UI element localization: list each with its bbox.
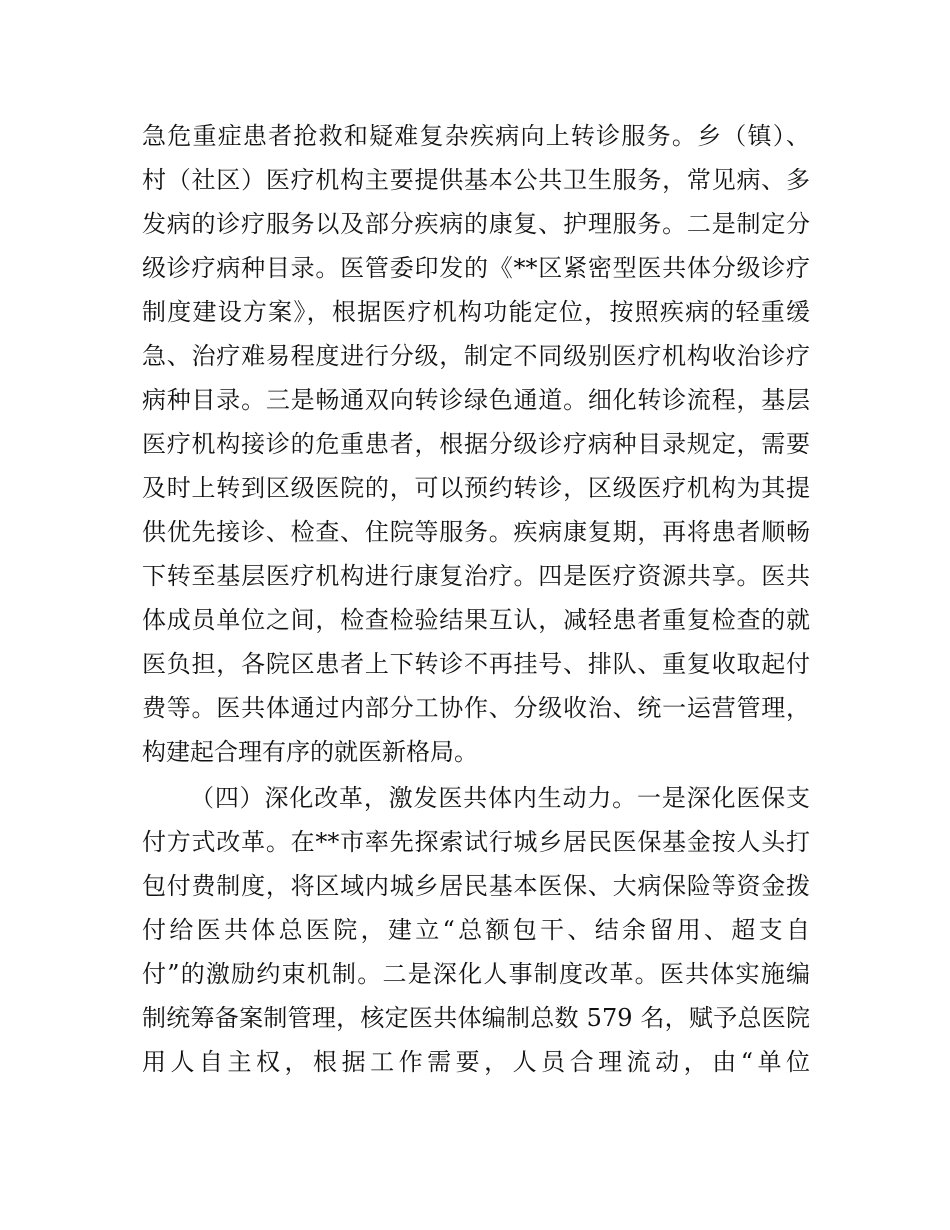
paragraph-line: 费等。医共体通过内部分工协作、分级收治、统一运营管理， (142, 694, 810, 722)
paragraph-line: 制度建设方案》，根据医疗机构功能定位，按照疾病的轻重缓 (142, 298, 810, 326)
paragraph-line: 医疗机构接诊的危重患者，根据分级诊疗病种目录规定，需要 (142, 430, 810, 458)
paragraph-line: 制统筹备案制管理，核定医共体编制总数 579 名，赋予总医院 (142, 1004, 810, 1032)
paragraph-line: 用人自主权，根据工作需要，人员合理流动，由“单位 (142, 1048, 810, 1076)
paragraph-line: 急危重症患者抢救和疑难复杂疾病向上转诊服务。乡（镇）、 (142, 122, 810, 150)
paragraph-line: 急、治疗难易程度进行分级，制定不同级别医疗机构收治诊疗 (142, 342, 810, 370)
paragraph-line: 付”的激励约束机制。二是深化人事制度改革。医共体实施编 (142, 960, 810, 988)
paragraph-line: 构建起合理有序的就医新格局。 (142, 738, 478, 766)
paragraph-line: 级诊疗病种目录。医管委印发的《**区紧密型医共体分级诊疗 (142, 254, 810, 282)
paragraph-line: 病种目录。三是畅通双向转诊绿色通道。细化转诊流程，基层 (142, 386, 810, 414)
paragraph-line: 及时上转到区级医院的，可以预约转诊，区级医疗机构为其提 (142, 474, 810, 502)
paragraph-line: 村（社区）医疗机构主要提供基本公共卫生服务，常见病、多 (142, 166, 810, 194)
paragraph-line: 包付费制度，将区域内城乡居民基本医保、大病保险等资金拨 (142, 872, 810, 900)
paragraph-line: 付给医共体总医院，建立“总额包干、结余留用、超支自 (142, 916, 810, 944)
paragraph-line: （四）深化改革，激发医共体内生动力。一是深化医保支 (190, 784, 810, 812)
paragraph-line: 医负担，各院区患者上下转诊不再挂号、排队、重复收取起付 (142, 650, 810, 678)
paragraph-line: 供优先接诊、检查、住院等服务。疾病康复期，再将患者顺畅 (142, 518, 810, 546)
paragraph-line: 发病的诊疗服务以及部分疾病的康复、护理服务。二是制定分 (142, 210, 810, 238)
paragraph-line: 体成员单位之间，检查检验结果互认，减轻患者重复检查的就 (142, 606, 810, 634)
paragraph-line: 下转至基层医疗机构进行康复治疗。四是医疗资源共享。医共 (142, 562, 810, 590)
paragraph-line: 付方式改革。在**市率先探索试行城乡居民医保基金按人头打 (142, 828, 810, 856)
